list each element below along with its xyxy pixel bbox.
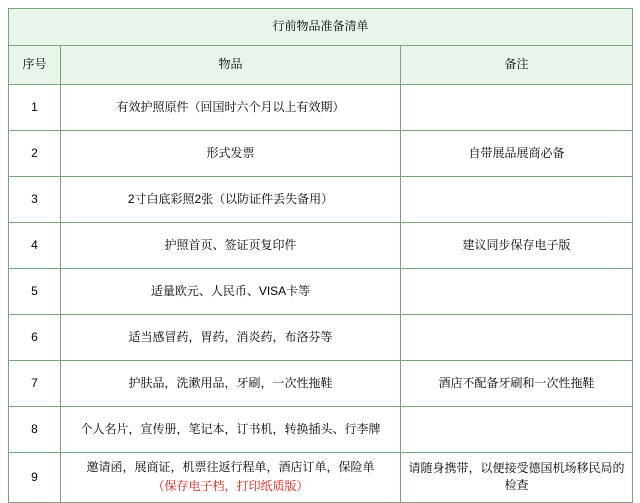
- table-row: [9, 269, 633, 315]
- row-note: [401, 407, 633, 453]
- row-number: 6: [9, 315, 61, 361]
- row-item: 有效护照原件（回国时六个月以上有效期）: [61, 85, 401, 131]
- row-number: 7: [9, 361, 61, 407]
- row-number: 2: [9, 131, 61, 177]
- table-title-row: [9, 9, 633, 46]
- table-row: [9, 407, 633, 453]
- row-note: 建议同步保存电子版: [401, 223, 633, 269]
- table-row: [9, 361, 633, 407]
- row-number: 3: [9, 177, 61, 223]
- row-note: [401, 85, 633, 131]
- column-header-item: 物品: [61, 46, 401, 85]
- row-item: 形式发票: [61, 131, 401, 177]
- row-item: 护肤品，洗漱用品，牙刷，一次性拖鞋: [61, 361, 401, 407]
- table-header-row: [9, 46, 633, 85]
- row-note: 自带展品展商必备: [401, 131, 633, 177]
- row-number: 8: [9, 407, 61, 453]
- row-note: 酒店不配备牙刷和一次性拖鞋: [401, 361, 633, 407]
- table-row: [9, 177, 633, 223]
- row-item: 2寸白底彩照2张（以防证件丢失备用）: [61, 177, 401, 223]
- row-item-main: 邀请函，展商证，机票往返行程单，酒店订单，保险单: [86, 460, 375, 474]
- row-note: [401, 269, 633, 315]
- row-item-highlight: （保存电子档，打印纸质版）: [152, 479, 309, 494]
- row-number: 4: [9, 223, 61, 269]
- table-row: [9, 223, 633, 269]
- row-item: [61, 453, 401, 503]
- row-item: 护照首页、签证页复印件: [61, 223, 401, 269]
- row-item: 适量欧元、人民币、VISA卡等: [61, 269, 401, 315]
- row-number: 5: [9, 269, 61, 315]
- checklist-table: [8, 8, 633, 503]
- table-row: [9, 85, 633, 131]
- row-note: [401, 315, 633, 361]
- row-item: 个人名片，宣传册，笔记本，订书机，转换插头、行李牌: [61, 407, 401, 453]
- row-note: [401, 177, 633, 223]
- row-number: 1: [9, 85, 61, 131]
- table-row: [9, 131, 633, 177]
- row-number: 9: [9, 453, 61, 503]
- table-row: [9, 315, 633, 361]
- row-note: 请随身携带，以便接受德国机场移民局的检查: [401, 453, 633, 503]
- column-header-note: 备注: [401, 46, 633, 85]
- table-row: [9, 453, 633, 503]
- column-header-no: 序号: [9, 46, 61, 85]
- document-title: 行前物品准备清单: [9, 9, 633, 46]
- row-item: 适当感冒药，胃药，消炎药，布洛芬等: [61, 315, 401, 361]
